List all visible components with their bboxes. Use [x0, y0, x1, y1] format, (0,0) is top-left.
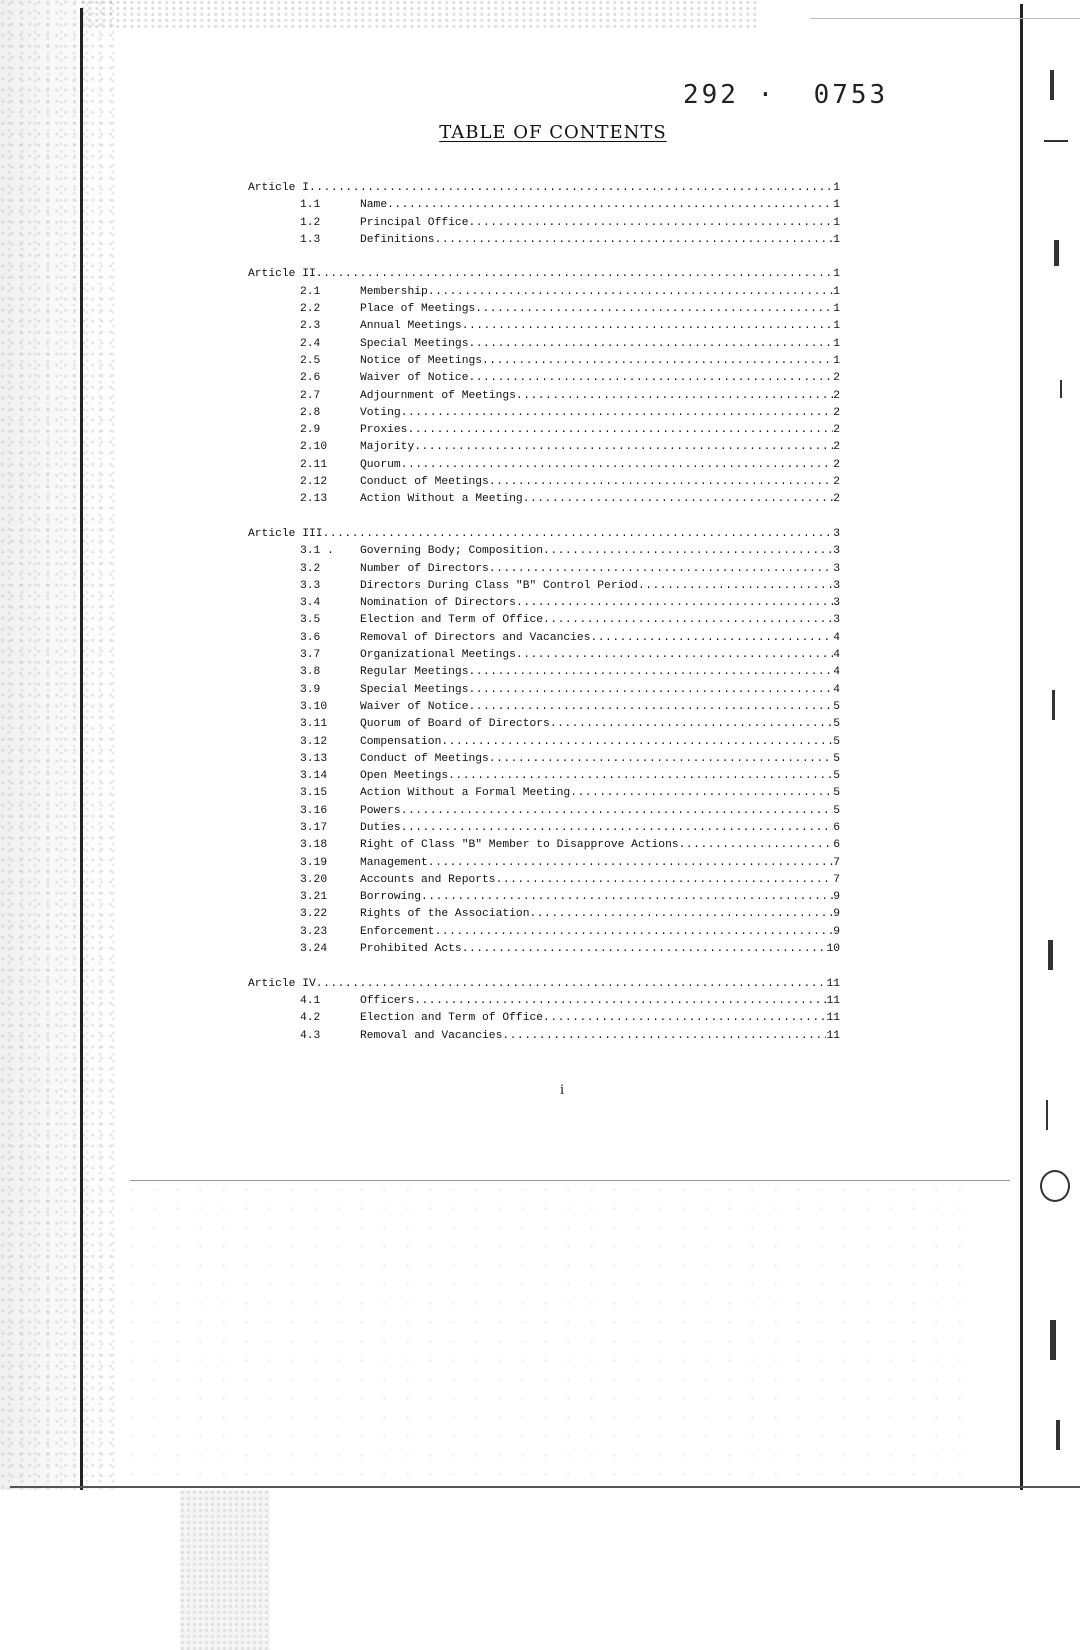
- table-of-contents: [248, 180, 840, 1045]
- section-number: 3.13: [300, 752, 328, 765]
- page-number: i: [560, 1082, 565, 1098]
- section-number: 2.12: [300, 476, 328, 489]
- dot-leader: [448, 768, 833, 785]
- section-page: 9: [833, 891, 840, 904]
- section-page: 2: [833, 441, 840, 454]
- scan-border-right: [1020, 4, 1023, 1490]
- section-title: Enforcement: [360, 925, 435, 938]
- toc-section-row: [248, 353, 840, 370]
- section-number: 3.11: [300, 718, 328, 731]
- toc-section-row: [248, 457, 840, 474]
- dot-leader: [387, 197, 833, 214]
- section-title: Proxies: [360, 424, 408, 437]
- dot-leader: [489, 751, 833, 768]
- section-page: 5: [833, 804, 840, 817]
- section-number: 3.4: [300, 597, 321, 610]
- article-page: 1: [833, 182, 840, 194]
- section-number: 3.5: [300, 614, 321, 627]
- section-page: 5: [833, 770, 840, 783]
- section-title: Waiver of Notice: [360, 700, 469, 713]
- toc-section-row: [248, 924, 840, 941]
- toc-section-row: [248, 1010, 840, 1027]
- section-number: 2.9: [300, 424, 321, 437]
- section-page: 6: [833, 821, 840, 834]
- toc-spacer: [248, 958, 840, 975]
- paper-edge: [130, 1180, 1010, 1181]
- section-number: 4.1: [300, 994, 321, 1007]
- section-number: 2.11: [300, 458, 328, 471]
- toc-section-row: [248, 284, 840, 301]
- scan-border-left: [80, 8, 83, 1490]
- section-page: 2: [833, 493, 840, 506]
- dot-leader: [323, 526, 834, 543]
- section-number: 3.18: [300, 839, 328, 852]
- dot-leader: [421, 889, 833, 906]
- dot-leader: [407, 422, 833, 439]
- toc-section-row: [248, 906, 840, 923]
- dot-leader: [316, 266, 833, 283]
- section-title: Majority: [360, 441, 415, 454]
- section-title: Quorum of Board of Directors: [360, 718, 550, 731]
- toc-section-row: [248, 751, 840, 768]
- dot-leader: [543, 1010, 826, 1027]
- dot-leader: [441, 734, 833, 751]
- toc-section-row: [248, 803, 840, 820]
- article-page: 11: [826, 977, 840, 990]
- section-title: Definitions: [360, 233, 435, 246]
- section-number: 2.7: [300, 389, 321, 402]
- dot-leader: [482, 353, 833, 370]
- section-number: 2.3: [300, 320, 321, 333]
- section-title: Election and Term of Office: [360, 1012, 544, 1025]
- toc-article-row: [248, 266, 840, 283]
- scan-noise-top: [80, 0, 760, 30]
- toc-section-row: [248, 405, 840, 422]
- section-title: Directors During Class "B" Control Period: [360, 579, 638, 592]
- section-title: Quorum: [360, 458, 401, 471]
- dot-leader: [468, 215, 833, 232]
- dot-leader: [502, 1028, 826, 1045]
- dot-leader: [489, 474, 833, 491]
- toc-section-row: [248, 215, 840, 232]
- section-page: 2: [833, 406, 840, 419]
- toc-section-row: [248, 941, 840, 958]
- toc-section-row: [248, 872, 840, 889]
- toc-section-row: [248, 855, 840, 872]
- section-title: Removal and Vacancies: [360, 1029, 503, 1042]
- toc-spacer: [248, 249, 840, 266]
- section-title: Annual Meetings: [360, 320, 462, 333]
- section-page: 3: [833, 545, 840, 558]
- section-number: 4.2: [300, 1012, 321, 1025]
- toc-section-row: [248, 491, 840, 508]
- section-title: Place of Meetings: [360, 303, 476, 316]
- document-number: 292 · 0753: [683, 80, 889, 110]
- section-title: Right of Class "B" Member to Disapprove Actions: [360, 839, 679, 852]
- toc-section-row: [248, 612, 840, 629]
- toc-article-row: [248, 180, 840, 197]
- toc-section-row: [248, 768, 840, 785]
- section-number: 3.12: [300, 735, 328, 748]
- dot-leader: [489, 561, 833, 578]
- scan-noise-strip: [180, 1490, 270, 1650]
- dot-leader: [468, 664, 833, 681]
- section-page: 2: [833, 372, 840, 385]
- section-title: Election and Term of Office: [360, 614, 544, 627]
- toc-section-row: [248, 699, 840, 716]
- section-number: 3.17: [300, 821, 328, 834]
- dot-leader: [468, 699, 833, 716]
- section-page: 3: [833, 579, 840, 592]
- section-page: 2: [833, 389, 840, 402]
- section-number: 2.13: [300, 493, 328, 506]
- toc-section-row: [248, 716, 840, 733]
- section-page: 10: [826, 943, 840, 956]
- section-title: Accounts and Reports: [360, 873, 496, 886]
- toc-section-row: [248, 630, 840, 647]
- dot-leader: [543, 612, 833, 629]
- dot-leader: [529, 906, 833, 923]
- section-number: 2.1: [300, 285, 321, 298]
- section-title: Governing Body; Composition: [360, 545, 544, 558]
- dot-leader: [468, 682, 833, 699]
- section-page: 3: [833, 562, 840, 575]
- section-page: 9: [833, 925, 840, 938]
- dot-leader: [638, 578, 833, 595]
- section-page: 7: [833, 873, 840, 886]
- toc-section-row: [248, 578, 840, 595]
- toc-section-row: [248, 1028, 840, 1045]
- section-page: 5: [833, 787, 840, 800]
- section-title: Duties: [360, 821, 401, 834]
- dot-leader: [414, 439, 833, 456]
- section-title: Conduct of Meetings: [360, 752, 489, 765]
- dot-leader: [550, 716, 833, 733]
- section-title: Regular Meetings: [360, 666, 469, 679]
- section-page: 9: [833, 908, 840, 921]
- section-page: 2: [833, 458, 840, 471]
- section-title: Management: [360, 856, 428, 869]
- section-number: 3.24: [300, 943, 328, 956]
- article-label: Article III: [248, 527, 323, 540]
- section-number: 2.2: [300, 303, 321, 316]
- section-page: 1: [833, 233, 840, 246]
- toc-section-row: [248, 561, 840, 578]
- toc-section-row: [248, 439, 840, 456]
- article-page: 1: [833, 268, 840, 281]
- section-title: Borrowing: [360, 891, 422, 904]
- section-number: 3.10: [300, 700, 328, 713]
- toc-section-row: [248, 197, 840, 214]
- section-title: Conduct of Meetings: [360, 476, 489, 489]
- section-page: 5: [833, 700, 840, 713]
- toc-section-row: [248, 232, 840, 249]
- section-page: 3: [833, 614, 840, 627]
- dot-leader: [414, 993, 826, 1010]
- section-title: Principal Office: [360, 216, 469, 229]
- section-page: 1: [833, 337, 840, 350]
- section-number: 1.3: [300, 233, 321, 246]
- section-page: 4: [833, 666, 840, 679]
- section-page: 1: [833, 303, 840, 316]
- toc-section-row: [248, 647, 840, 664]
- toc-section-row: [248, 785, 840, 802]
- toc-section-row: [248, 370, 840, 387]
- section-number: 2.10: [300, 441, 328, 454]
- article-label: Article II: [248, 268, 316, 281]
- dot-leader: [309, 180, 833, 197]
- toc-section-row: [248, 336, 840, 353]
- section-number: 3.7: [300, 649, 321, 662]
- section-title: Action Without a Formal Meeting: [360, 787, 571, 800]
- page-title: TABLE OF CONTENTS: [439, 122, 667, 143]
- section-title: Voting: [360, 406, 401, 419]
- toc-section-row: [248, 837, 840, 854]
- section-title: Special Meetings: [360, 337, 469, 350]
- section-title: Waiver of Notice: [360, 372, 469, 385]
- article-page: 3: [833, 527, 840, 540]
- section-page: 5: [833, 752, 840, 765]
- section-page: 1: [833, 354, 840, 367]
- toc-section-row: [248, 664, 840, 681]
- toc-section-row: [248, 682, 840, 699]
- toc-section-row: [248, 543, 840, 560]
- section-number: 3.16: [300, 804, 328, 817]
- toc-spacer: [248, 509, 840, 526]
- section-title: Prohibited Acts: [360, 943, 462, 956]
- section-page: 4: [833, 683, 840, 696]
- section-title: Notice of Meetings: [360, 354, 483, 367]
- section-title: Rights of the Association: [360, 908, 530, 921]
- section-number: 1.1: [300, 199, 321, 212]
- toc-section-row: [248, 734, 840, 751]
- dot-leader: [468, 336, 833, 353]
- section-number: 2.6: [300, 372, 321, 385]
- section-page: 4: [833, 649, 840, 662]
- section-number: 3.23: [300, 925, 328, 938]
- section-page: 1: [833, 285, 840, 298]
- article-label: Article I: [248, 182, 310, 194]
- section-number: 3.15: [300, 787, 328, 800]
- section-number: 1.2: [300, 216, 321, 229]
- section-page: 2: [833, 424, 840, 437]
- dot-leader: [435, 924, 834, 941]
- section-number: 3.20: [300, 873, 328, 886]
- scan-border-bottom: [10, 1486, 1080, 1488]
- section-page: 1: [833, 199, 840, 212]
- section-page: 11: [826, 994, 840, 1007]
- article-label: Article IV: [248, 977, 316, 990]
- toc-section-row: [248, 595, 840, 612]
- dot-leader: [401, 803, 834, 820]
- section-title: Special Meetings: [360, 683, 469, 696]
- section-title: Membership: [360, 285, 428, 298]
- section-page: 5: [833, 735, 840, 748]
- toc-section-row: [248, 889, 840, 906]
- toc-section-row: [248, 820, 840, 837]
- section-page: 5: [833, 718, 840, 731]
- section-title: Powers: [360, 804, 401, 817]
- scan-marks-right: [1040, 40, 1080, 1480]
- section-page: 4: [833, 631, 840, 644]
- section-number: 3.2: [300, 562, 321, 575]
- section-number: 3.1 .: [300, 545, 334, 558]
- section-number: 2.8: [300, 406, 321, 419]
- toc-section-row: [248, 388, 840, 405]
- section-number: 3.9: [300, 683, 321, 696]
- dot-leader: [462, 318, 834, 335]
- dot-leader: [496, 872, 834, 889]
- dot-leader: [543, 543, 833, 560]
- section-title: Nomination of Directors: [360, 597, 516, 610]
- dot-leader: [570, 785, 833, 802]
- toc-section-row: [248, 993, 840, 1010]
- dot-leader: [401, 457, 834, 474]
- section-page: 2: [833, 476, 840, 489]
- section-title: Officers: [360, 994, 415, 1007]
- toc-section-row: [248, 422, 840, 439]
- section-page: 7: [833, 856, 840, 869]
- dot-leader: [523, 491, 834, 508]
- toc-section-row: [248, 318, 840, 335]
- toc-section-row: [248, 474, 840, 491]
- section-title: Name: [360, 199, 388, 212]
- section-page: 11: [826, 1012, 840, 1025]
- dot-leader: [468, 370, 833, 387]
- dot-leader: [428, 855, 833, 872]
- section-title: Organizational Meetings: [360, 649, 516, 662]
- section-number: 4.3: [300, 1029, 321, 1042]
- section-number: 2.5: [300, 354, 321, 367]
- section-title: Adjournment of Meetings: [360, 389, 516, 402]
- section-page: 1: [833, 216, 840, 229]
- dot-leader: [516, 595, 833, 612]
- dot-leader: [428, 284, 833, 301]
- scan-noise-left: [0, 0, 115, 1490]
- section-title: Compensation: [360, 735, 442, 748]
- section-number: 3.14: [300, 770, 328, 783]
- dot-leader: [401, 820, 834, 837]
- toc-section-row: [248, 301, 840, 318]
- scan-noise-bottom: [120, 1180, 980, 1490]
- dot-leader: [435, 232, 834, 249]
- dot-leader: [516, 647, 833, 664]
- section-title: Removal of Directors and Vacancies: [360, 631, 591, 644]
- section-number: 3.3: [300, 579, 321, 592]
- section-page: 3: [833, 597, 840, 610]
- section-page: 1: [833, 320, 840, 333]
- dot-leader: [475, 301, 833, 318]
- dot-leader: [462, 941, 827, 958]
- section-number: 3.8: [300, 666, 321, 679]
- dot-leader: [316, 976, 827, 993]
- section-title: Number of Directors: [360, 562, 489, 575]
- section-number: 3.6: [300, 631, 321, 644]
- section-number: 3.22: [300, 908, 328, 921]
- section-title: Action Without a Meeting: [360, 493, 523, 506]
- section-page: 11: [826, 1029, 840, 1042]
- section-title: Open Meetings: [360, 770, 449, 783]
- scan-border-top: [810, 18, 1080, 19]
- toc-article-row: [248, 976, 840, 993]
- dot-leader: [591, 630, 834, 647]
- section-number: 3.19: [300, 856, 328, 869]
- dot-leader: [679, 837, 834, 854]
- section-number: 3.21: [300, 891, 328, 904]
- section-number: 2.4: [300, 337, 321, 350]
- dot-leader: [401, 405, 834, 422]
- section-page: 6: [833, 839, 840, 852]
- dot-leader: [516, 388, 833, 405]
- toc-article-row: [248, 526, 840, 543]
